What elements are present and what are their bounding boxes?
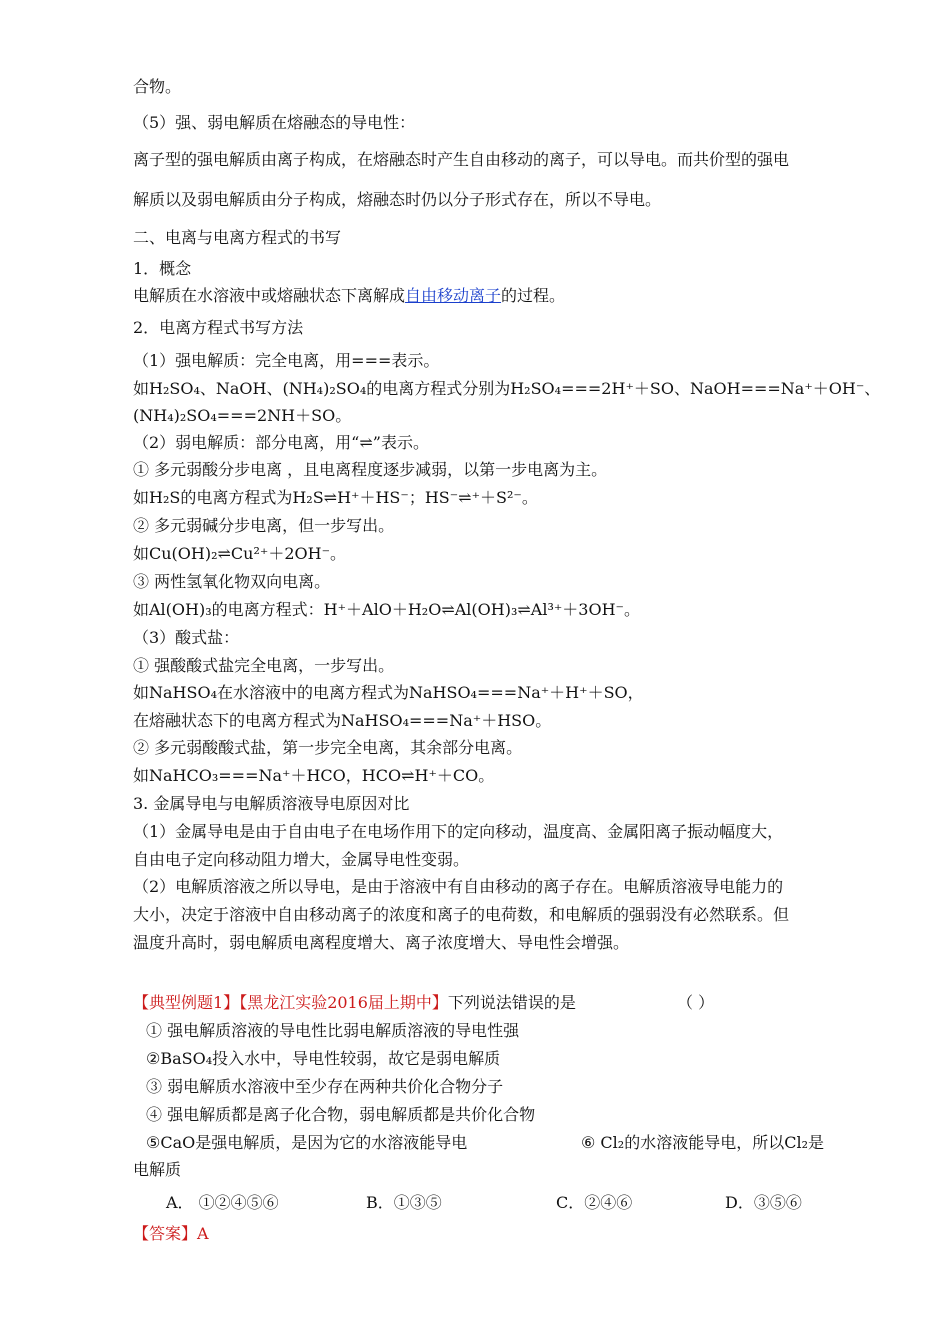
text-line: ① 多元弱酸分步电离 ，且电离程度逐步减弱，以第一步电离为主。: [133, 460, 608, 479]
option-a[interactable]: A． ①②④⑤⑥: [166, 1193, 279, 1212]
option-c[interactable]: C．②④⑥: [556, 1193, 633, 1212]
text-line: （3）酸式盐：: [133, 628, 240, 647]
answer-value: A: [197, 1224, 209, 1243]
text-line: （2）电解质溶液之所以导电，是由于溶液中有自由移动的离子存在。电解质溶液导电能力的: [133, 877, 784, 896]
text-line: (NH₄)₂SO₄===2NH＋SO。: [133, 406, 352, 425]
list-item-continuation: 电解质: [133, 1160, 182, 1179]
text-line: （1）金属导电是由于自由电子在电场作用下的定向移动，温度高、金属阳离子振动幅度大，: [133, 822, 784, 841]
text-span: 的过程。: [501, 286, 566, 305]
text-line: 大小，决定于溶液中自由移动离子的浓度和离子的电荷数，和电解质的强弱没有必然联系。但: [133, 905, 790, 924]
example-question: 下列说法错误的是: [447, 993, 576, 1012]
text-span: 电解质在水溶液中或熔融状态下离解成: [133, 286, 406, 305]
text-line: 合物。: [133, 77, 182, 96]
text-line: 如NaHSO₄在水溶液中的电离方程式为NaHSO₄===Na⁺＋H⁺＋SO，: [133, 683, 644, 702]
text-line: （5）强、弱电解质在熔融态的导电性：: [133, 113, 416, 132]
subheading: 1．概念: [133, 259, 192, 278]
text-line: ② 多元弱酸酸式盐，第一步完全电离，其余部分电离。: [133, 738, 523, 757]
hyperlink[interactable]: 自由移动离子: [405, 286, 502, 305]
text-line: ② 多元弱碱分步电离，但一步写出。: [133, 516, 395, 535]
option-d[interactable]: D．③⑤⑥: [725, 1193, 802, 1212]
text-line: 在熔融状态下的电离方程式为NaHSO₄===Na⁺＋HSO。: [133, 711, 552, 730]
text-line: （1）强电解质：完全电离，用===表示。: [133, 351, 440, 370]
list-item: ① 强电解质溶液的导电性比弱电解质溶液的导电性强: [146, 1021, 520, 1040]
text-line: 如H₂S的电离方程式为H₂S⇌H⁺＋HS⁻；HS⁻⇌⁺＋S²⁻。: [133, 488, 538, 507]
list-item: ③ 弱电解质水溶液中至少存在两种共价化合物分子: [146, 1077, 504, 1096]
list-item: ④ 强电解质都是离子化合物，弱电解质都是共价化合物: [146, 1105, 536, 1124]
list-item: ⑥ Cl₂的水溶液能导电，所以Cl₂是: [581, 1133, 824, 1152]
list-item: ②BaSO₄投入水中，导电性较弱，故它是弱电解质: [146, 1049, 501, 1068]
text-line: 自由电子定向移动阻力增大，金属导电性变弱。: [133, 850, 470, 869]
section-heading: 二、电离与电离方程式的书写: [133, 228, 342, 247]
text-line: （2）弱电解质：部分电离，用“⇌”表示。: [133, 433, 429, 452]
list-item: ⑤CaO是强电解质，是因为它的水溶液能导电: [146, 1133, 468, 1152]
text-line: 如H₂SO₄、NaOH、(NH₄)₂SO₄的电离方程式分别为H₂SO₄===2H⁺＋SO、NaOH===Na⁺＋OH⁻、: [133, 379, 881, 398]
text-line: 如Cu(OH)₂⇌Cu²⁺＋2OH⁻。: [133, 544, 347, 563]
example-tag: 【典型例题1】: [133, 993, 240, 1012]
option-b[interactable]: B．①③⑤: [366, 1193, 442, 1212]
answer-bracket: （ ）: [677, 993, 715, 1012]
answer-line: [133, 1224, 209, 1244]
text-line: 解质以及弱电解质由分子构成，熔融态时仍以分子形式存在，所以不导电。: [133, 190, 662, 209]
answer-tag: 【答案】: [133, 1224, 198, 1243]
text-line: [133, 286, 565, 306]
text-line: 离子型的强电解质由离子构成，在熔融态时产生自由移动的离子，可以导电。而共价型的强电: [133, 150, 790, 169]
text-line: 温度升高时，弱电解质电离程度增大、离子浓度增大、导电性会增强。: [133, 933, 630, 952]
subheading: 3. 金属导电与电解质溶液导电原因对比: [133, 794, 410, 813]
subheading: 2．电离方程式书写方法: [133, 318, 304, 337]
example-source: 【黑龙江实验2016届上期中】: [239, 993, 448, 1012]
text-line: 如Al(OH)₃的电离方程式：H⁺＋AlO＋H₂O⇌Al(OH)₃⇌Al³⁺＋3OH⁻。: [133, 600, 640, 619]
text-line: ③ 两性氢氧化物双向电离。: [133, 572, 331, 591]
text-line: ① 强酸酸式盐完全电离，一步写出。: [133, 656, 395, 675]
text-line: 如NaHCO₃===Na⁺＋HCO，HCO⇌H⁺＋CO。: [133, 766, 495, 785]
example-header: [133, 993, 576, 1013]
